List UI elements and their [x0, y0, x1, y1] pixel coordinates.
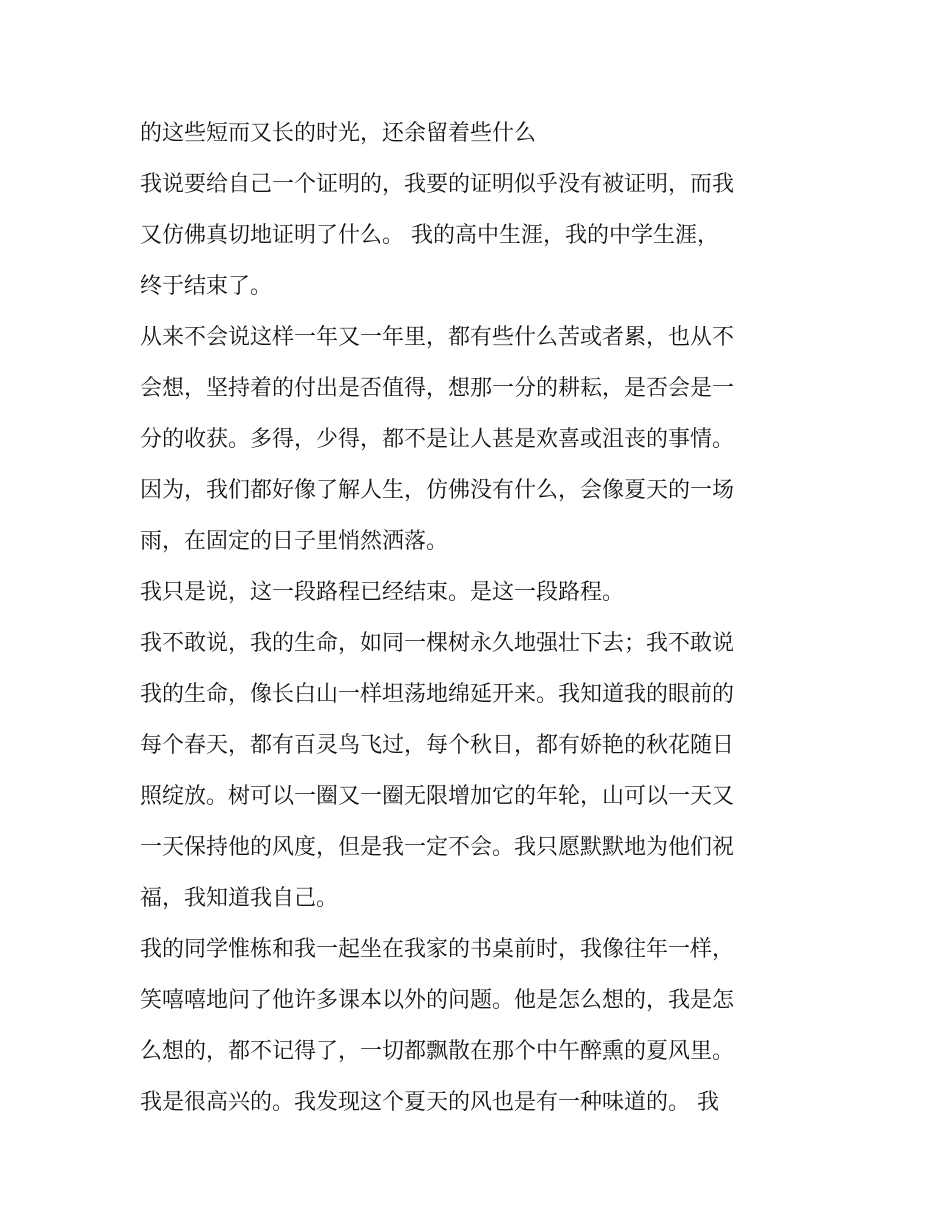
text-line: 我的生命，像长白山一样坦荡地绵延开来。我知道我的眼前的 — [140, 682, 735, 707]
text-line: 我说要给自己一个证明的，我要的证明似乎没有被证明，而我 — [140, 172, 735, 197]
text-line: 我是很高兴的。我发现这个夏天的风也是有一种味道的。 我 — [140, 1090, 719, 1115]
document-body-text — [140, 108, 820, 1128]
text-line: 又仿佛真切地证明了什么。 我的高中生涯，我的中学生涯， — [140, 223, 719, 248]
text-line: 照绽放。树可以一圈又一圈无限增加它的年轮，山可以一天又 — [140, 784, 735, 809]
text-line: 分的收获。多得，少得，都不是让人甚是欢喜或沮丧的事情。 — [140, 427, 735, 452]
text-line: 终于结束了。 — [140, 274, 273, 299]
text-line: 因为，我们都好像了解人生，仿佛没有什么，会像夏天的一场 — [140, 478, 735, 503]
text-line: 么想的，都不记得了，一切都飘散在那个中午醉熏的夏风里。 — [140, 1039, 735, 1064]
text-line: 从来不会说这样一年又一年里，都有些什么苦或者累，也从不 — [140, 325, 735, 350]
text-line: 的这些短而又长的时光，还余留着些什么 — [140, 121, 537, 146]
text-line: 笑嘻嘻地问了他许多课本以外的问题。他是怎么想的，我是怎 — [140, 988, 735, 1013]
text-line: 我的同学惟栋和我一起坐在我家的书桌前时，我像往年一样， — [140, 937, 735, 962]
text-line: 我只是说，这一段路程已经结束。是这一段路程。 — [140, 580, 625, 605]
text-line: 雨，在固定的日子里悄然洒落。 — [140, 529, 449, 554]
text-line: 我不敢说，我的生命，如同一棵树永久地强壮下去；我不敢说 — [140, 631, 735, 656]
text-line: 每个春天，都有百灵鸟飞过，每个秋日，都有娇艳的秋花随日 — [140, 733, 735, 758]
text-line: 一天保持他的风度，但是我一定不会。我只愿默默地为他们祝 — [140, 835, 735, 860]
text-line: 福，我知道我自己。 — [140, 886, 339, 911]
text-line: 会想，坚持着的付出是否值得，想那一分的耕耘，是否会是一 — [140, 376, 735, 401]
